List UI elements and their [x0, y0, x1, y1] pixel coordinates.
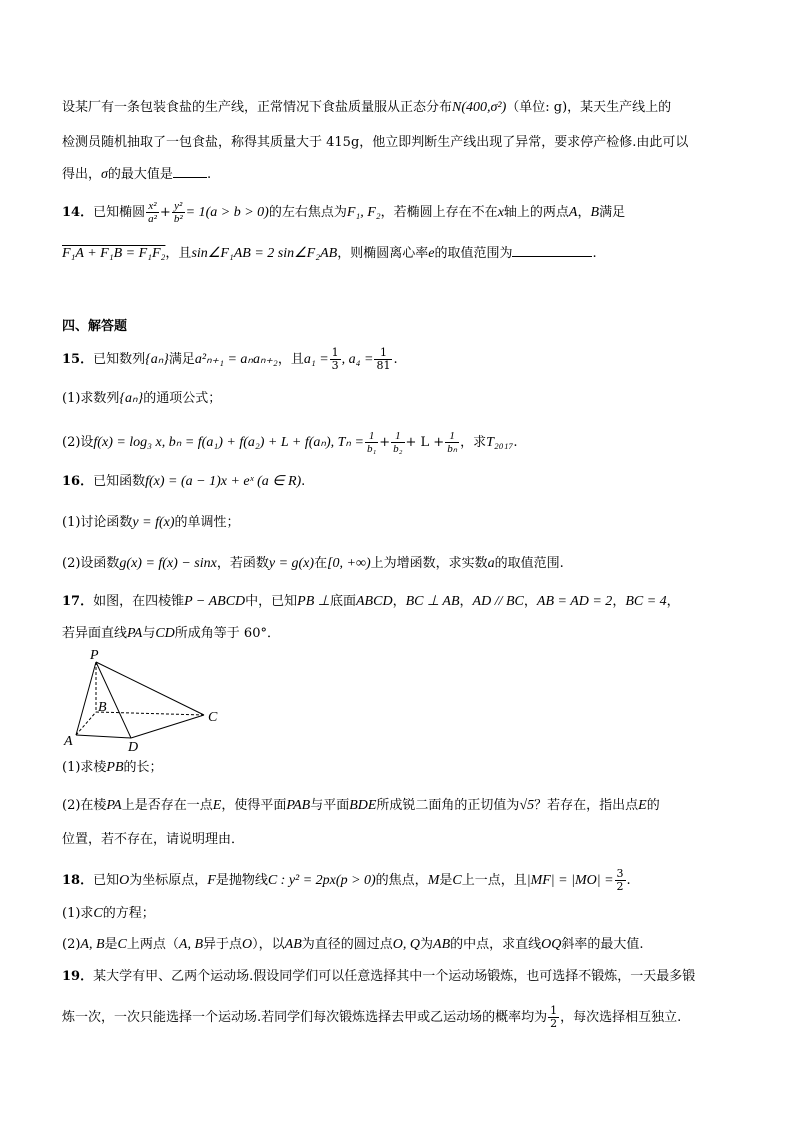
text: 位置，若不存在，请说明理由． — [62, 832, 245, 847]
text: 所成角等于 60°． — [174, 626, 280, 641]
fraction-1-2: $\frac{1}{2}$ — [550, 1004, 558, 1030]
p17-q1 — [62, 758, 163, 778]
p14-line-2 — [62, 244, 597, 264]
variable: a — [487, 556, 495, 571]
text: 异于点 — [203, 937, 243, 952]
sequence: {aₙ} — [119, 391, 144, 406]
text: 已知椭圆 — [93, 205, 146, 220]
p17-q2-line-2 — [62, 830, 244, 850]
text: 在 — [314, 556, 328, 571]
base: ABCD — [356, 594, 393, 609]
segment-ab: AB — [284, 937, 302, 952]
p17-q2-line-1 — [62, 796, 660, 816]
text: 的通项公式； — [143, 391, 222, 406]
text: 的中点，求直线 — [450, 937, 542, 952]
p15-q2: (2)设f(x) = log₃ x, bₙ = f(a₁) + f(a₂) + L + f(aₙ), Tₙ = $\frac{1}{\text{b₁}}$ + $\frac{1}{\text{b₂}}$ + L + $\frac{1}{\text{bₙ}}$ ，求T₂₀₁₇. — [62, 430, 518, 455]
text: (1)讨论函数 — [62, 515, 133, 530]
origin: O — [119, 873, 130, 888]
sine-condition: sin∠F₁AB = 2 sin∠F₂AB — [191, 246, 338, 261]
text: ，使得平面 — [221, 798, 287, 813]
pyramid: P − ABCD — [184, 594, 246, 609]
interval: [0, +∞) — [327, 556, 371, 571]
plane-pab: PAB — [286, 798, 311, 813]
foci: F₁, F₂ — [346, 205, 381, 220]
text: 的 — [646, 798, 660, 813]
text: ，若椭圆上存在不在 — [380, 205, 498, 220]
point-e: E — [638, 798, 647, 813]
pyramid-figure — [58, 645, 238, 755]
p15-q1 — [62, 389, 221, 409]
label-d: D — [128, 740, 139, 755]
text: ， — [577, 205, 591, 220]
text: 所成锐二面角的正切值为 — [376, 798, 520, 813]
a1-fraction: $\frac{1}{3}$ — [331, 346, 339, 372]
function-g: g(x) = f(x) − sinx — [119, 556, 217, 571]
line-cd: CD — [155, 626, 175, 641]
text: 是 — [439, 873, 453, 888]
points-ab: A, B — [80, 937, 105, 952]
text: (1)求棱 — [62, 760, 107, 775]
text: (2)设函数 — [62, 556, 120, 571]
p16-q1 — [62, 513, 240, 533]
text: ，求 — [460, 435, 487, 450]
p13-line-1 — [62, 98, 671, 118]
text: 上两点（ — [126, 937, 179, 952]
label-c: C — [208, 710, 218, 725]
function-f: f(x) = (a − 1)x + eˣ (a ∈ R) — [145, 474, 302, 489]
text: 的最大值是 — [107, 167, 173, 182]
fraction-2: $\frac{1}{\text{b₂}}$ — [393, 430, 403, 455]
p14-line-1: 14．已知椭圆 $\frac{\text{x²}}{\text{a²}}$ + $\frac{\text{y²}}{\text{b²}}$ = 1(a > b > 0)的左右焦点为F₁, F₂，若椭圆上存在不在x轴上的两点A，B满足 — [62, 200, 626, 225]
ellipse-x-fraction: $\frac{\text{x²}}{\text{a²}}$ — [148, 200, 157, 225]
text: . — [206, 167, 212, 182]
edge-dc — [131, 715, 204, 738]
text: ，且 — [165, 246, 192, 261]
p19-line-1 — [62, 967, 695, 987]
text: 的取值范围为 — [434, 246, 513, 261]
text: 与 — [142, 626, 156, 641]
problem-number: 16． — [62, 474, 94, 489]
ellipse-condition: = 1(a > b > 0) — [185, 205, 269, 220]
p18-q1 — [62, 904, 155, 924]
section-header: 四、解答题 — [62, 319, 128, 334]
edge-pa — [76, 662, 96, 735]
text: 为 — [420, 937, 434, 952]
p15-line-1 — [62, 347, 398, 372]
definitions: f(x) = log₃ x, bₙ = f(a₁) + f(a₂) + L + f(aₙ), Tₙ = — [93, 435, 364, 450]
a4: , a₄ = — [341, 352, 374, 367]
curve-c: C — [93, 906, 103, 921]
answer-blank — [512, 244, 592, 257]
sqrt-5: √5 — [519, 798, 535, 813]
text: 设某厂有一条包装食盐的生产线，正常情况下食盐质量服从正态分布 — [62, 100, 453, 115]
ellipse-y-fraction: $\frac{\text{y²}}{\text{b²}}$ — [173, 200, 183, 225]
p13-line-2 — [62, 133, 688, 153]
text: ，每次选择相互独立. — [560, 1010, 682, 1025]
text: (2)在棱 — [62, 798, 107, 813]
text: 已知函数 — [93, 474, 146, 489]
text: 满足 — [599, 205, 626, 220]
text: 若异面直线 — [62, 626, 128, 641]
edge-bc — [96, 712, 204, 715]
text: 是 — [104, 937, 118, 952]
x-axis: x — [497, 205, 504, 220]
text: (1)求 — [62, 906, 94, 921]
p17-line-2 — [62, 624, 280, 644]
label-p: P — [90, 648, 99, 663]
text: 斜率的最大值. — [561, 937, 644, 952]
text: 为坐标原点， — [129, 873, 208, 888]
text: . — [626, 873, 631, 888]
parabola: C : y² = 2px(p > 0) — [267, 873, 376, 888]
text: 的取值范围. — [494, 556, 564, 571]
recurrence: a²ₙ₊₁ = aₙaₙ₊₂ — [194, 352, 278, 367]
sigma: σ — [101, 167, 108, 182]
p16-line-1 — [62, 472, 305, 492]
problem-number: 17． — [62, 594, 94, 609]
edge-ad — [76, 735, 131, 738]
text: ，且 — [277, 352, 304, 367]
plane-bde: BDE — [349, 798, 377, 813]
label-a: A — [64, 734, 73, 749]
sequence: {aₙ} — [145, 352, 169, 367]
text: 底面 — [329, 594, 356, 609]
text: 轴上的两点 — [503, 205, 569, 220]
line-oq: OQ — [541, 937, 562, 952]
fraction-3-2: $\frac{3}{2}$ — [616, 867, 624, 893]
text: (2) — [62, 937, 81, 952]
p18-line-1 — [62, 868, 631, 893]
segment-ab: AB — [433, 937, 451, 952]
text: 的左右焦点为 — [268, 205, 347, 220]
text: 已知 — [93, 873, 120, 888]
text: . — [393, 352, 398, 367]
function: y = g(x) — [268, 556, 315, 571]
text: 如图，在四棱锥 — [93, 594, 185, 609]
points-ab: A, B — [178, 937, 204, 952]
text: ？若存在，指出点 — [534, 798, 639, 813]
a4-fraction: $\frac{1}{81}$ — [376, 346, 391, 372]
edge-pb: PB — [106, 760, 124, 775]
curve-c: C — [117, 937, 127, 952]
text: 上为增函数，求实数 — [370, 556, 488, 571]
text: 的方程； — [102, 906, 155, 921]
points-oq: O, Q — [392, 937, 421, 952]
text: 与平面 — [310, 798, 350, 813]
text: ，若函数 — [216, 556, 269, 571]
text: . — [513, 435, 518, 450]
text: . — [301, 474, 306, 489]
text: (2)设 — [62, 435, 94, 450]
p19-line-2 — [62, 1005, 681, 1030]
normal-distribution: N(400,σ²) — [452, 100, 507, 115]
condition: BC ⊥ AB — [405, 594, 460, 609]
text: 的长； — [123, 760, 163, 775]
curve-c: C — [452, 873, 462, 888]
text: 的焦点， — [375, 873, 428, 888]
distance-condition: |MF| = |MO| = — [526, 873, 614, 888]
condition: AD // BC — [472, 594, 524, 609]
text: 上一点，且 — [461, 873, 527, 888]
point-m: M — [427, 873, 440, 888]
fraction-n: $\frac{1}{\text{bₙ}}$ — [447, 430, 458, 455]
answer-blank — [173, 165, 207, 178]
a1: a₁ = — [303, 352, 329, 367]
text: 得出， — [62, 167, 102, 182]
point-e: E — [212, 798, 222, 813]
text: (1)求数列 — [62, 391, 120, 406]
text: 炼一次，一次只能选择一个运动场.若同学们每次锻炼选择去甲或乙运动场的概率均为 — [62, 1010, 548, 1025]
text: 是抛物线 — [215, 873, 268, 888]
p16-q2 — [62, 554, 564, 574]
function: y = f(x) — [132, 515, 175, 530]
point-b: B — [590, 205, 600, 220]
condition: BC = 4 — [625, 594, 667, 609]
origin: O — [242, 937, 253, 952]
focus: F — [207, 873, 216, 888]
text: （单位: g)，某天生产线上的 — [506, 100, 672, 115]
p17-line-1: 17．如图，在四棱锥P − ABCD中，已知PB ⊥底面ABCD，BC ⊥ AB，AD // BC，AB = AD = 2，BC = 4， — [62, 594, 680, 609]
point-a: A — [568, 205, 578, 220]
problem-number: 19． — [62, 969, 94, 984]
text: 满足 — [168, 352, 195, 367]
condition: PB ⊥ — [297, 594, 330, 609]
text: 为直径的圆过点 — [301, 937, 393, 952]
text: 的单调性； — [174, 515, 240, 530]
t-2017: T₂₀₁₇ — [486, 435, 514, 450]
eccentricity: e — [428, 246, 435, 261]
text: 上是否存在一点 — [121, 798, 213, 813]
text: 检测员随机抽取了一包食盐，称得其质量大于 415g，他立即判断生产线出现了异常，要求停产检修.由此可以 — [62, 135, 689, 150]
p13-line-3 — [62, 165, 211, 185]
edge-pc — [96, 662, 204, 715]
text: ，则椭圆离心率 — [337, 246, 429, 261]
p18-q2 — [62, 935, 644, 955]
text: . — [592, 246, 597, 261]
problem-number: 15． — [62, 352, 94, 367]
text: 某大学有甲、乙两个运动场.假设同学们可以任意选择其中一个运动场锻炼，也可选择不锻炼，一天最多锻 — [93, 969, 696, 984]
text: ），以 — [252, 937, 285, 952]
label-b: B — [98, 700, 107, 715]
problem-number: 14． — [62, 205, 94, 220]
line-pa: PA — [127, 626, 143, 641]
edge-pa: PA — [106, 798, 122, 813]
text: 已知数列 — [93, 352, 146, 367]
fraction-1: $\frac{1}{\text{b₁}}$ — [366, 430, 377, 455]
vector-equation: F₁A + F₁B = F₁F₂ — [62, 246, 166, 261]
problem-number: 18． — [62, 873, 94, 888]
text: 中，已知 — [245, 594, 298, 609]
condition: AB = AD = 2 — [536, 594, 613, 609]
